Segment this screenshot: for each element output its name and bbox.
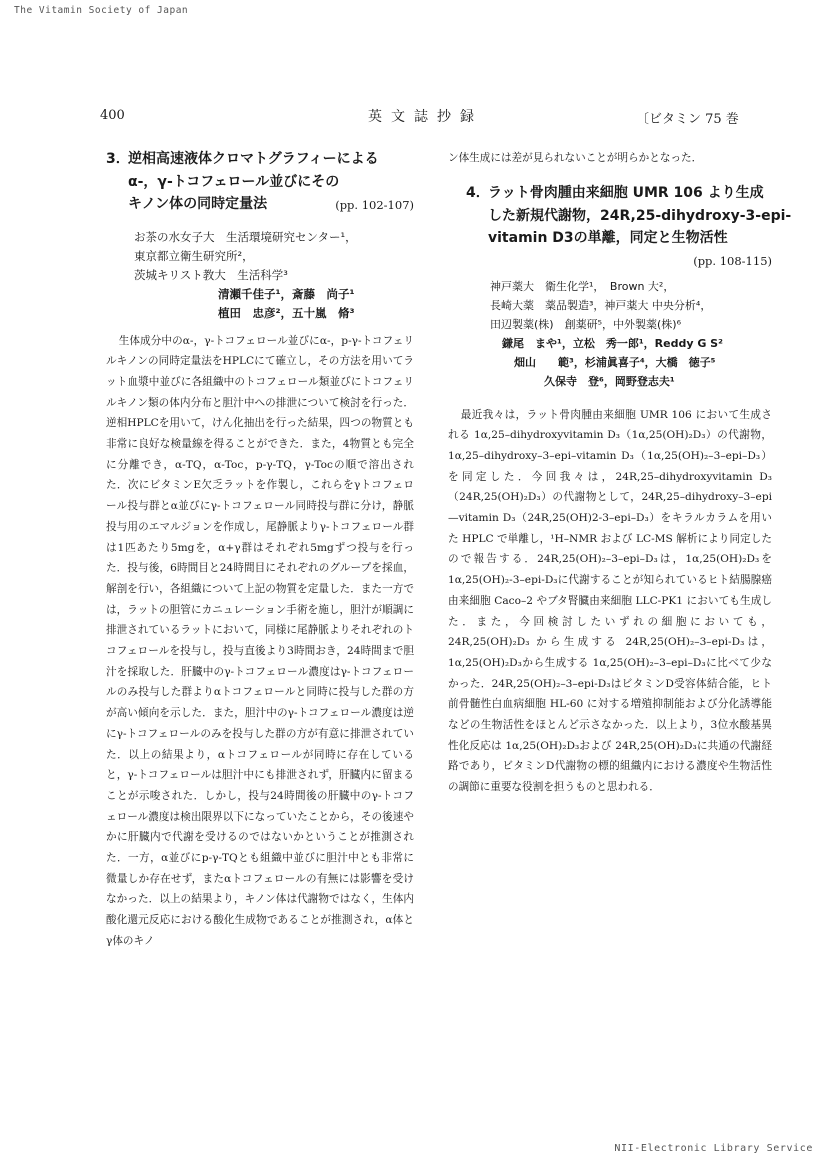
affiliation-line: 東京都立衛生研究所²， [134, 248, 254, 263]
abstract-paragraph: 生体成分中のα-，γ-トコフェロール並びにα-，p-γ-トコフェリルキノンの同時定量法をHPLCにて確立し，その方法を用いてラット血漿中並びに各組織中のトコフェロール類並びにトコフェリルキノン類の体内分布と胆汁中への排泄について検討を行った．逆相HPLCを用いて，けん化抽出を行った結果，四つの物質とも非常に良好な検量線を得ることができた．また，4物質とも完全に分離でき，α-TQ，α-Toc，p-γ-TQ，γ-Tocの順で溶出された．次にビタミンE欠乏ラットを作製し，これらをγトコフェロール投与群とα並びにγ-トコフェロール同時投与群に分け，静脈投与用のエマルジョンを作成し，尾静脈よりγ-トコフェロール群は1匹あたり5mgを，α+γ群はそれぞれ5mgずつ投与を行った．投与後，6時間目と24時間目にそれぞれのグループを採血，解剖を行い，各組織について上記の物質を定量した．また一方では，ラットの胆管にカニュレーション手術を施し，胆汁が順調に排泄されているラットにおいて，同様に尾静脈よりそれぞれのトコフェロールを投与し，投与直後より3時間おき，24時間まで胆汁を採取した．肝臓中のγ-トコフェロール濃度はγ-トコフェロールのみ投与した群よりαトコフェロールと同時に投与した群の方が高い傾向を示した．また，胆汁中のγ-トコフェロール濃度は逆にγ-トコフェロールのみを投与した群の方が有意に排泄されていた．以上の結果より，αトコフェロールが同時に存在していると，γ-トコフェロールは胆汁中にも排泄されず，肝臓内に留まることが示唆された．しかし，投与24時間後の肝臓中のγ-トコフェロール濃度は検出限界以下になっていたことから，その後速やかに肝臓内で代謝を受けるのではないかということが推測された．一方，α並びにp-γ-TQとも組織中並びに胆汁中とも非常に微量しか存在せず，またαトコフェロールの有無には影響を受けなかった．以上の結果より，キノン体は代謝物ではなく，生体内酸化還元反応における酸化生成物であることが推測され，α体とγ体のキノ [106, 334, 414, 947]
article-4-title-line: vitamin D3の単離，同定と生物活性 [488, 230, 728, 246]
affiliation-line: お茶の水女子大 生活環境研究センター¹， [134, 229, 357, 244]
author-line: 畑山 範³，杉浦眞喜子⁴，大橋 徳子⁵ [514, 355, 716, 369]
affiliation-line: 長崎大薬 薬品製造³，神戸薬大 中央分析⁴， [490, 298, 712, 312]
left-column [106, 148, 414, 952]
volume-label: 〔ビタミン 75 巻 [636, 112, 739, 127]
article-3-title-line [106, 193, 414, 216]
society-watermark: The Vitamin Society of Japan [14, 5, 189, 16]
article-4-affiliations [448, 277, 772, 334]
author-line: 鎌尾 まや¹，立松 秀一郎¹，Reddy G S² [502, 336, 723, 350]
article-4-title-line: ラット骨肉腫由来細胞 UMR 106 より生成 [488, 185, 764, 201]
affiliation-line: 神戸薬大 衛生化学¹， Brown 大²， [490, 279, 675, 293]
article-3-title-line-text: キノン体の同時定量法 [128, 196, 268, 212]
article-3-authors [106, 285, 414, 323]
running-title: 英文誌抄録 [368, 109, 483, 125]
article-4-authors [448, 334, 772, 391]
article-4-abstract [448, 405, 772, 798]
article-3-title-line: α-，γ-トコフェロール並びにその [128, 173, 340, 190]
author-line: 植田 忠彦²，五十嵐 脩³ [218, 305, 355, 320]
article-3-abstract [106, 331, 414, 952]
article-3-pages: (pp. 102-107) [335, 198, 414, 212]
page-number: 400 [100, 108, 125, 123]
article-4-title-line: した新規代謝物，24R,25-dihydroxy-3-epi- [488, 207, 792, 224]
abstract-paragraph: 最近我々は，ラット骨肉腫由来細胞 UMR 106 において生成される 1α,25–dihydroxyvitamin D₃（1α,25(OH)₂D₃）の代謝物，1α,25–dihydroxy–3–epi–vitamin D₃（1α,25(OH)₂–3–epi–D₃）を同定した．今回我々は，24R,25–dihydroxyvitamin D₃（24R,25(OH)₂D₃）の代謝物として，24R,25–dihydroxy–3–epi—vitamin D₃（24R,25(OH)2-3–epi–D₃）をキラルカラムを用いた HPLC で単離し，¹H–NMR および LC-MS 解析により同定したので報告する．24R,25(OH)₂–3–epi–D₃は，1α,25(OH)₂D₃を1α,25(OH)₂-3–epi-D₃に代謝することが知られているヒト結腸腺癌由来細胞 Caco–2 やブタ腎臓由来細胞 LLC-PK1 においても生成した．また，今回検討したいずれの細胞においても，24R,25(OH)₂D₃ から生成する 24R,25(OH)₂–3–epi-D₃は，1α,25(OH)₂D₃から生成する 1α,25(OH)₂–3–epi–D₃に比べて少なかった．24R,25(OH)₂–3–epi-D₃はビタミンD受容体結合能，ヒト前骨髄性白血病細胞 HL-60 に対する増殖抑制能および分化誘導能などの生物活性をほとんど示さなかった．以上より，3位水酸基異性化反応は 1α,25(OH)₂D₃および 24R,25(OH)₂D₃に共通の代謝経路であり，ビタミンD代謝物の標的組織内における濃度や生物活性の調節に重要な役割を担うものと思われる． [448, 408, 772, 794]
article-3-continuation: ン体生成には差が見られないことが明らかとなった． [448, 152, 703, 164]
author-line: 久保寺 登⁶，岡野登志夫¹ [544, 374, 675, 388]
article-4-pages-row [448, 250, 772, 269]
affiliation-line: 田辺製薬(株) 創薬研⁵，中外製薬(株)⁶ [490, 317, 681, 331]
footer-service: NII-Electronic Library Service [614, 1143, 813, 1154]
article-3-number: 3． [106, 151, 130, 167]
affiliation-line: 茨城キリスト教大 生活科学³ [134, 267, 288, 282]
article-4-number: 4． [466, 185, 490, 201]
author-line: 清瀬千佳子¹，斎藤 尚子¹ [218, 286, 355, 301]
right-column [448, 148, 792, 798]
article-3-affiliations [106, 228, 414, 285]
article-3-title [106, 148, 414, 216]
article-3-title-line: 逆相高速液体クロマトグラフィーによる [128, 151, 379, 167]
article-4-pages: (pp. 108-115) [693, 253, 772, 268]
article-4-title [466, 182, 792, 250]
